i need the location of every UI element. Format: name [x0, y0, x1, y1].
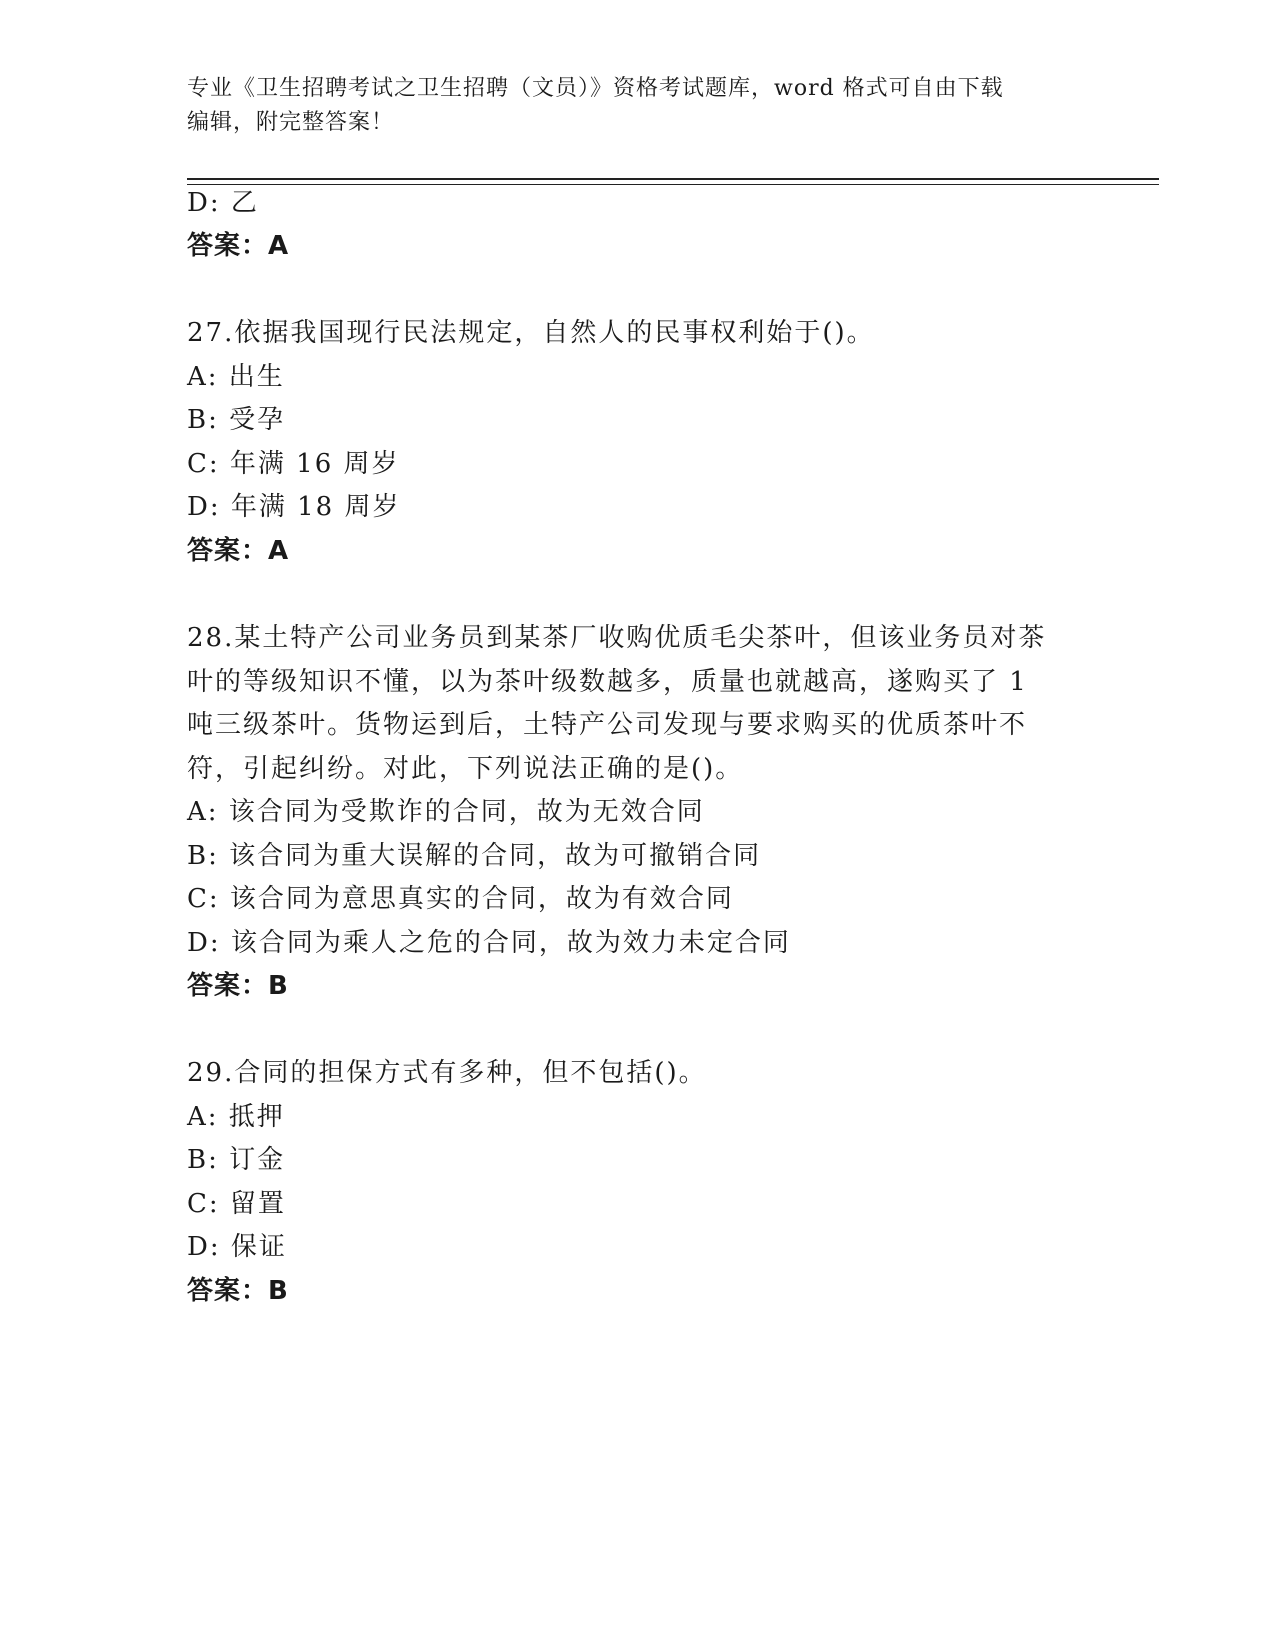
header-line-2: 编辑，附完整答案！ [187, 110, 395, 135]
q28-option-a: A: 该合同为受欺诈的合同，故为无效合同 [187, 797, 705, 827]
q28-stem-line-2: 叶的等级知识不懂，以为茶叶级数越多，质量也就越高，遂购买了 1 [187, 667, 1028, 697]
q28-stem-line-3: 吨三级茶叶。货物运到后，土特产公司发现与要求购买的优质茶叶不 [187, 710, 1028, 740]
q28-option-c: C: 该合同为意思真实的合同，故为有效合同 [187, 884, 734, 914]
q27-option-a: A: 出生 [187, 362, 285, 392]
q27-answer: 答案：A [187, 536, 290, 566]
q28-stem-line-4: 符，引起纠纷。对此，下列说法正确的是()。 [187, 754, 744, 784]
q27-option-b: B: 受孕 [187, 405, 286, 435]
q29-option-a: A: 抵押 [187, 1102, 285, 1132]
q29-option-b: B: 订金 [187, 1145, 286, 1175]
header-rule-thick [187, 178, 1159, 180]
q27-option-d: D: 年满 18 周岁 [187, 492, 401, 522]
prev-answer: 答案：A [187, 231, 290, 261]
q28-stem-line-1: 28.某土特产公司业务员到某茶厂收购优质毛尖茶叶，但该业务员对茶 [187, 623, 1047, 653]
page-header [187, 72, 1067, 140]
prev-option-d: D: 乙 [187, 188, 259, 218]
q27-stem: 27.依据我国现行民法规定，自然人的民事权利始于()。 [187, 318, 875, 348]
q29-option-c: C: 留置 [187, 1189, 286, 1219]
q29-option-d: D: 保证 [187, 1232, 287, 1262]
q28-option-b: B: 该合同为重大误解的合同，故为可撤销合同 [187, 841, 762, 871]
q28-answer: 答案：B [187, 971, 289, 1001]
q27-option-c: C: 年满 16 周岁 [187, 449, 400, 479]
q28-option-d: D: 该合同为乘人之危的合同，故为效力未定合同 [187, 928, 791, 958]
header-rule-thin [187, 184, 1159, 185]
q29-stem: 29.合同的担保方式有多种，但不包括()。 [187, 1058, 707, 1088]
header-line-1: 专业《卫生招聘考试之卫生招聘（文员）》资格考试题库，word 格式可自由下载 [187, 76, 1004, 101]
q29-answer: 答案：B [187, 1276, 289, 1306]
